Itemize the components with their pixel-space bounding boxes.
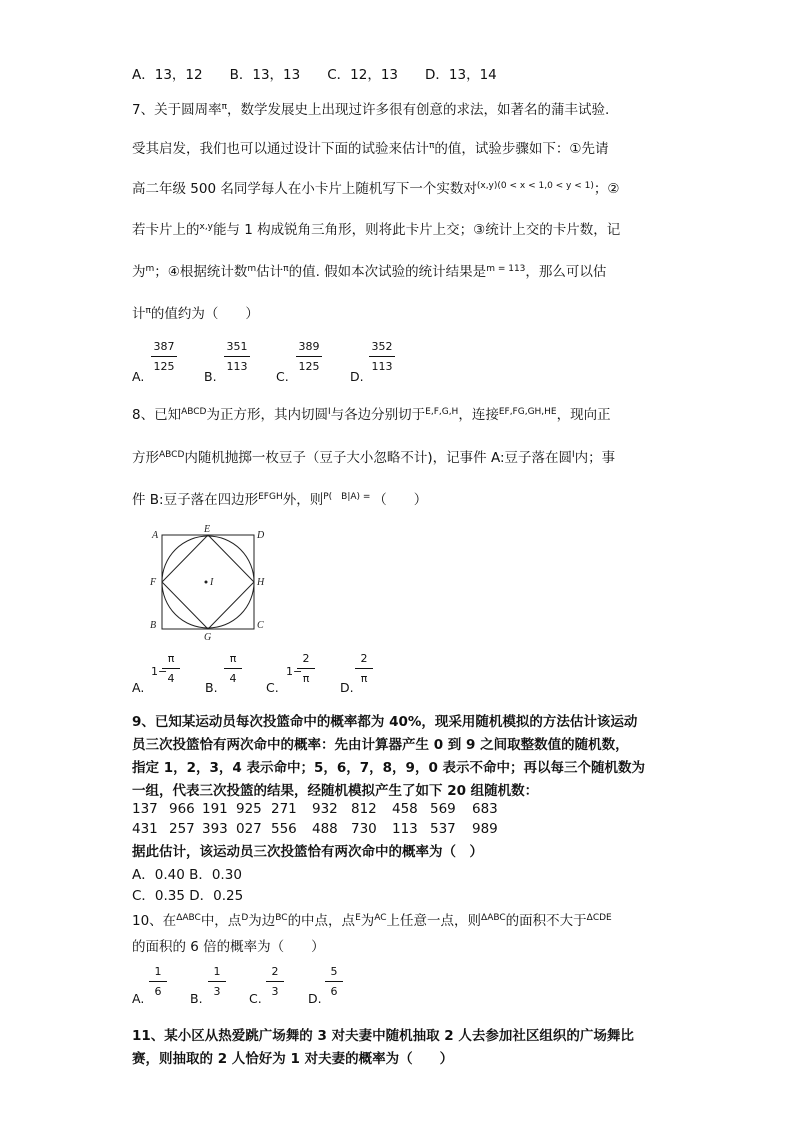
q8-formula: E,F,G,H xyxy=(425,407,459,417)
q7-text: 的值. 假如本次试验的统计结果是 xyxy=(288,264,487,280)
option-prefix: 1− xyxy=(151,665,168,678)
option-letter: B. xyxy=(190,991,203,1006)
q10-text: 的面积不大于 xyxy=(505,913,587,929)
q7-formula: (x,y)(0 < x < 1,0 < y < 1) xyxy=(476,181,594,191)
q7-text: 估计 xyxy=(256,264,284,280)
m-symbol: m xyxy=(247,264,257,274)
option-letter: D. xyxy=(350,369,364,384)
label-a: A xyxy=(152,530,159,541)
q9-question: 据此估计，该运动员三次投篮恰有两次命中的概率为（ ） xyxy=(132,844,483,860)
pi-symbol: π xyxy=(145,306,151,316)
option-letter: C. xyxy=(276,369,289,384)
q8-text: 件 B:豆子落在四边形 xyxy=(132,492,259,508)
q10-formula: ΔABC xyxy=(176,913,201,923)
q8-formula: I xyxy=(572,450,575,460)
q7-text: 若卡片上的 xyxy=(132,222,200,238)
option-prefix: 1− xyxy=(286,665,303,678)
q8-text: ，连接 xyxy=(458,407,499,423)
q8-figure xyxy=(140,522,270,642)
q7-line-6 xyxy=(132,302,259,322)
q8-text: 外，则 xyxy=(282,492,324,508)
q8-formula: ABCD xyxy=(181,407,207,417)
fraction: 351 113 xyxy=(224,340,250,374)
q7-text: 受其启发，我们也可以通过设计下面的试验来估计 xyxy=(132,141,429,157)
center-dot xyxy=(205,581,208,584)
q7-line-4 xyxy=(132,218,620,238)
q7-formula: x,y xyxy=(199,222,214,232)
random-number: 137 xyxy=(132,801,158,817)
random-number: 812 xyxy=(351,801,377,817)
q7-text: ，那么可以估 xyxy=(525,264,607,280)
q10-line-1 xyxy=(132,909,612,929)
option-letter: A. xyxy=(132,680,145,695)
q8-formula: P( B|A) = xyxy=(323,492,374,502)
q7-line-2 xyxy=(132,137,609,157)
q9-line-3: 指定 1，2，3，4 表示命中；5，6，7，8，9，0 表示不命中；再以每三个随机数为 xyxy=(132,760,646,776)
random-number: 989 xyxy=(472,821,498,837)
q7-text: ，数学发展史上出现过许多很有创意的求法，如著名的蒲丰试验. xyxy=(227,102,610,118)
q8-text: 与各边分别切于 xyxy=(330,407,426,423)
option-letter: A. xyxy=(132,369,145,384)
q8-text: ，现向正 xyxy=(556,407,611,423)
fraction: 2 π xyxy=(355,652,373,686)
q10-text: 为 xyxy=(360,913,375,929)
random-number: 925 xyxy=(236,801,262,817)
q8-line-1 xyxy=(132,403,611,423)
random-number: 966 xyxy=(169,801,195,817)
fraction: 1 6 xyxy=(149,965,167,999)
fraction: 1 3 xyxy=(208,965,226,999)
q8-text: 内；事 xyxy=(574,450,616,466)
q7-line-1 xyxy=(132,98,609,118)
option-letter: C. xyxy=(249,991,262,1006)
q8-text: （ ） xyxy=(373,492,428,508)
random-number: 027 xyxy=(236,821,262,837)
q9-random-row-1 xyxy=(132,801,498,817)
random-number: 556 xyxy=(271,821,297,837)
q9-options-cd: C．0.35 D．0.25 xyxy=(132,888,244,904)
option-letter: B. xyxy=(204,369,217,384)
q7-text: 计 xyxy=(132,306,146,322)
q8-formula: I xyxy=(327,407,331,417)
q10-text: 为边 xyxy=(248,913,276,929)
q7-text: 高二年级 500 名同学每人在小卡片上随机写下一个实数对 xyxy=(132,181,477,197)
fraction: π 4 xyxy=(162,652,180,686)
random-number: 458 xyxy=(392,801,418,817)
q10-text: 中，点 xyxy=(200,913,242,929)
fraction: π 4 xyxy=(224,652,242,686)
label-i: I xyxy=(210,577,214,588)
q10-text: 的中点，点 xyxy=(287,913,356,929)
random-number: 271 xyxy=(271,801,297,817)
q8-line-3 xyxy=(132,488,427,508)
q11-line-2: 赛，则抽取的 2 人恰好为 1 对夫妻的概率为（ ） xyxy=(132,1051,454,1067)
random-number: 537 xyxy=(430,821,456,837)
option-letter: A. xyxy=(132,991,145,1006)
q9-line-1: 9、已知某运动员每次投篮命中的概率都为 40%，现采用随机模拟的方法估计该运动 xyxy=(132,714,638,730)
fraction: 389 125 xyxy=(296,340,322,374)
q10-formula: E xyxy=(355,913,361,923)
fraction: 2 π xyxy=(297,652,315,686)
random-number: 932 xyxy=(312,801,338,817)
random-number: 683 xyxy=(472,801,498,817)
q8-text: 为正方形，其内切圆 xyxy=(206,407,328,423)
q10-formula: D xyxy=(241,913,249,923)
q10-formula: ΔCDE xyxy=(586,913,612,923)
q9-line-4: 一组，代表三次投篮的结果，经随机模拟产生了如下 20 组随机数： xyxy=(132,783,539,799)
q9-options-ab: A．0.40 B．0.30 xyxy=(132,867,242,883)
random-number: 257 xyxy=(169,821,195,837)
q10-text: 10、在 xyxy=(132,913,177,929)
m-symbol: m xyxy=(145,264,155,274)
q7-text: 为 xyxy=(132,264,146,280)
q8-formula: EF,FG,GH,HE xyxy=(498,407,557,417)
q7-text: 能与 1 构成锐角三角形，则将此卡片上交；③统计上交的卡片数，记 xyxy=(213,222,621,238)
label-h: H xyxy=(257,577,265,588)
q9-line-2: 员三次投篮恰有两次命中的概率：先由计算器产生 0 到 9 之间取整数值的随机数， xyxy=(132,737,629,753)
q7-text: ；④根据统计数 xyxy=(154,264,248,280)
fraction: 2 3 xyxy=(266,965,284,999)
random-number: 488 xyxy=(312,821,338,837)
q7-line-5 xyxy=(132,260,606,280)
q8-text: 8、已知 xyxy=(132,407,182,423)
q8-text: 内随机抛掷一枚豆子（豆子大小忽略不计)，记事件 A:豆子落在圆 xyxy=(184,450,572,466)
q7-line-3 xyxy=(132,177,620,197)
q7-text: 的值，试验步骤如下：①先请 xyxy=(434,141,609,157)
label-g: G xyxy=(204,632,212,642)
q10-formula: AC xyxy=(374,913,387,923)
q10-text: 上任意一点，则 xyxy=(386,913,482,929)
q7-formula: m = 113 xyxy=(486,264,526,274)
pi-symbol: π xyxy=(283,264,289,274)
random-number: 113 xyxy=(392,821,418,837)
label-d: D xyxy=(257,530,265,541)
option-letter: B. xyxy=(205,680,218,695)
q8-line-2 xyxy=(132,446,615,466)
q9-random-row-2 xyxy=(132,821,498,837)
q7-text: 7、关于圆周率 xyxy=(132,102,222,118)
q10-formula: ΔABC xyxy=(481,913,506,923)
option-letter: D. xyxy=(340,680,354,695)
option-letter: D. xyxy=(308,991,322,1006)
q11-line-1: 11、某小区从热爱跳广场舞的 3 对夫妻中随机抽取 2 人去参加社区组织的广场舞比 xyxy=(132,1028,634,1044)
q7-text: 的值约为（ ） xyxy=(150,306,259,322)
q8-formula: EFGH xyxy=(258,492,283,502)
label-e: E xyxy=(204,524,211,535)
random-number: 393 xyxy=(202,821,228,837)
label-c: C xyxy=(257,620,264,631)
q7-text: ；② xyxy=(593,181,620,197)
q10-formula: BC xyxy=(275,913,288,923)
q6-options: A．13，12 B．13，13 C．12，13 D．13，14 xyxy=(132,67,497,83)
q8-formula: ABCD xyxy=(159,450,185,460)
label-f: F xyxy=(150,577,157,588)
fraction: 352 113 xyxy=(369,340,395,374)
q10-line-2: 的面积的 6 倍的概率为（ ） xyxy=(132,939,325,955)
pi-symbol: π xyxy=(221,102,228,112)
random-number: 191 xyxy=(202,801,228,817)
incircle-i xyxy=(162,536,254,628)
option-letter: C. xyxy=(266,680,279,695)
q8-text: 方形 xyxy=(132,450,159,466)
random-number: 569 xyxy=(430,801,456,817)
random-number: 730 xyxy=(351,821,377,837)
random-number: 431 xyxy=(132,821,158,837)
fraction: 387 125 xyxy=(151,340,177,374)
label-b: B xyxy=(150,620,157,631)
pi-symbol: π xyxy=(429,141,435,151)
fraction: 5 6 xyxy=(325,965,343,999)
